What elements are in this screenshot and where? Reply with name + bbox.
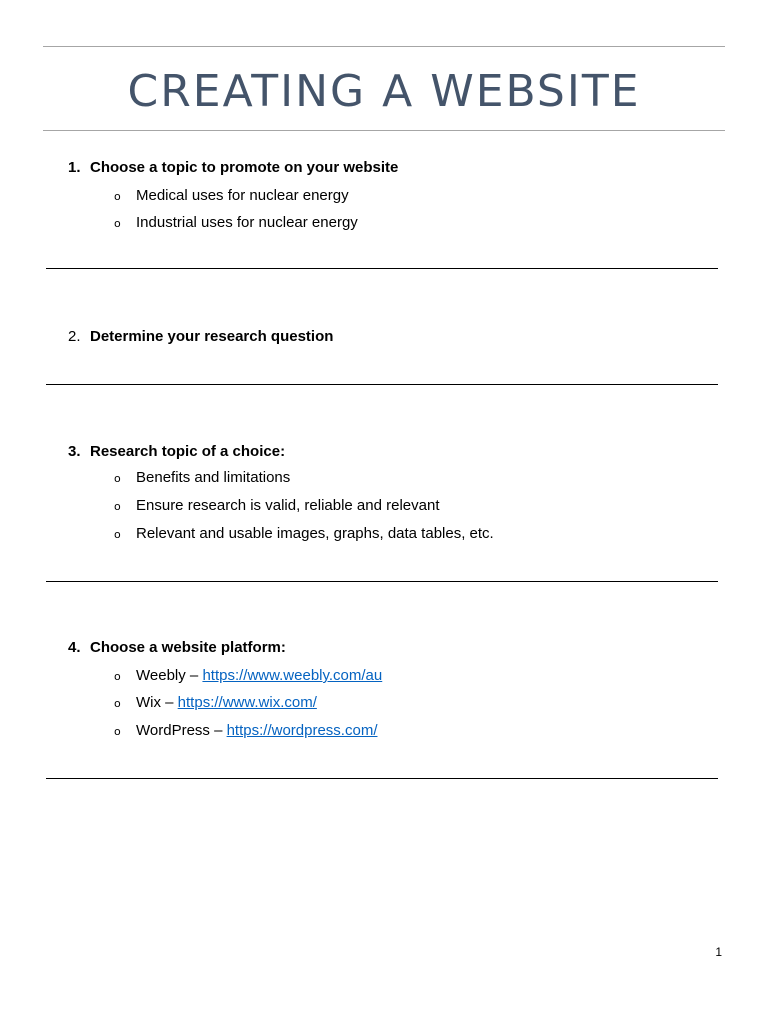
answer-line [46, 268, 718, 269]
answer-line [46, 581, 718, 582]
circle-bullet-icon: o [114, 697, 121, 710]
list-item [114, 468, 290, 489]
answer-line [46, 384, 718, 385]
circle-bullet-icon: o [114, 217, 121, 230]
list-item-text: Benefits and limitations [136, 469, 291, 486]
step-number: 1. [68, 159, 81, 176]
list-item-text: Wix – [136, 694, 178, 711]
list-item-text: Ensure research is valid, reliable and relevant [136, 497, 440, 514]
step-text: Choose a website platform: [90, 639, 286, 656]
list-item-text: Relevant and usable images, graphs, data tables, etc. [136, 525, 494, 542]
list-item-text: Weebly – [136, 667, 203, 684]
wordpress-link[interactable]: https://wordpress.com/ [226, 722, 378, 739]
step-text: Determine your research question [90, 328, 334, 345]
list-item [114, 186, 349, 207]
weebly-link[interactable]: https://www.weebly.com/au [202, 667, 383, 684]
step-text: Choose a topic to promote on your website [90, 159, 399, 176]
page-title: CREATING A WEBSITE [127, 66, 641, 117]
circle-bullet-icon: o [114, 472, 121, 485]
list-item-text: WordPress – [136, 722, 227, 739]
step-4-heading [68, 638, 286, 658]
list-item [114, 721, 377, 742]
list-item-text: Medical uses for nuclear energy [136, 187, 349, 204]
list-item [114, 496, 440, 517]
wix-link[interactable]: https://www.wix.com/ [177, 694, 317, 711]
list-item [114, 693, 317, 714]
title-top-rule [43, 46, 725, 47]
list-item [114, 666, 382, 687]
list-item [114, 213, 358, 234]
answer-line [46, 778, 718, 779]
step-2-heading [68, 327, 333, 347]
circle-bullet-icon: o [114, 190, 121, 203]
step-number: 4. [68, 639, 81, 656]
page-number: 1 [715, 945, 722, 959]
circle-bullet-icon: o [114, 528, 121, 541]
step-text: Research topic of a choice: [90, 443, 286, 460]
step-number: 2. [68, 328, 81, 345]
list-item [114, 524, 494, 545]
step-3-heading [68, 442, 285, 462]
circle-bullet-icon: o [114, 500, 121, 513]
circle-bullet-icon: o [114, 670, 121, 683]
list-item-text: Industrial uses for nuclear energy [136, 214, 358, 231]
circle-bullet-icon: o [114, 725, 121, 738]
title-bottom-rule [43, 130, 725, 131]
step-number: 3. [68, 443, 81, 460]
step-1-heading [68, 158, 398, 178]
